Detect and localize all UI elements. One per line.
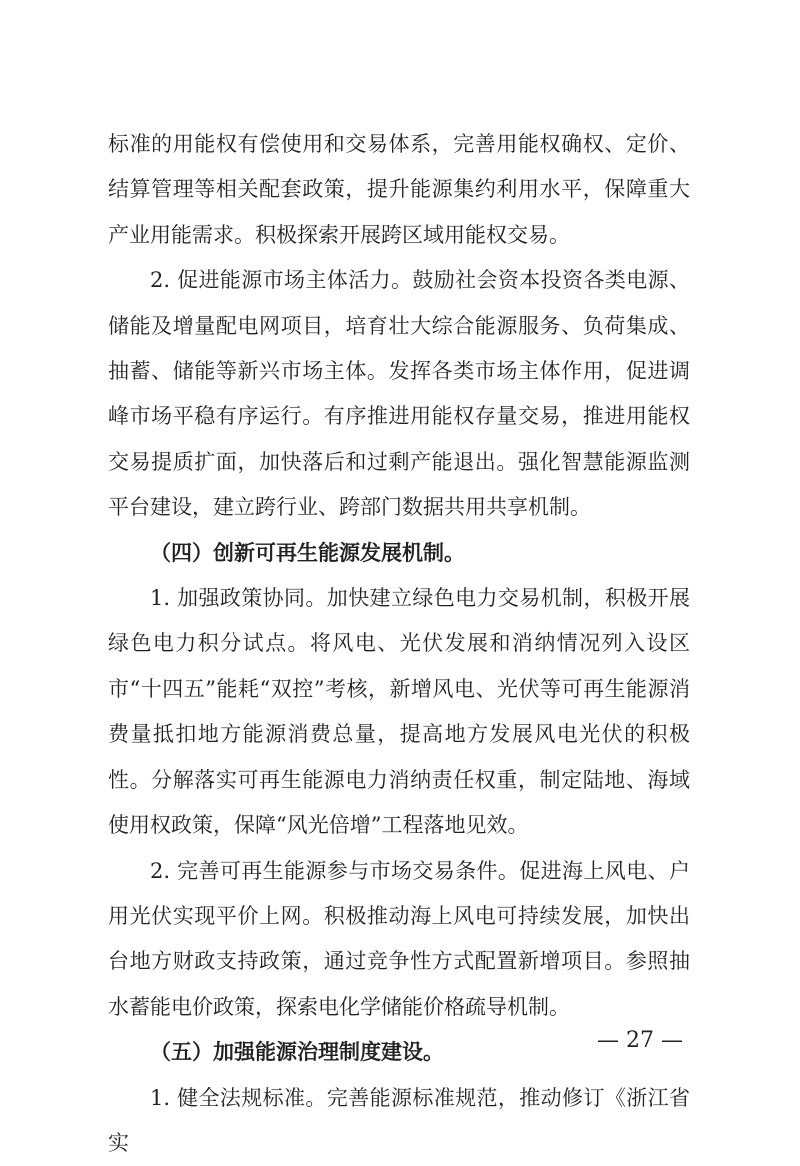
page-number: — 27 — — [597, 1028, 683, 1053]
section-heading-renewable-mechanism: （四）创新可再生能源发展机制。 — [150, 540, 465, 565]
document-body — [108, 122, 690, 1166]
paragraph-market-trading-conditions: 2. 完善可再生能源参与市场交易条件。促进海上风电、户用光伏实现平价上网。积极推动海上风电可持续发展，加快出台地方财政支持政策，通过竞争性方式配置新增项目。参照抽水蓄能电价政策，探索电化学储能价格疏导机制。 — [108, 858, 690, 1019]
paragraph-continuation: 标准的用能权有偿使用和交易体系，完善用能权确权、定价、结算管理等相关配套政策，提升能源集约利用水平，保障重大产业用能需求。积极探索开展跨区域用能权交易。 — [108, 132, 690, 247]
paragraph-policy-coordination: 1. 加强政策协同。加快建立绿色电力交易机制，积极开展绿色电力积分试点。将风电、光伏发展和消纳情况列入设区市“十四五”能耗“双控”考核，新增风电、光伏等可再生能源消费量抵扣地方能源消费总量，提高地方发展风电光伏的积极性。分解落实可再生能源电力消纳责任权重，制定陆地、海域使用权政策，保障“风光倍增”工程落地见效。 — [108, 586, 690, 838]
section-heading-governance: （五）加强能源治理制度建设。 — [150, 1040, 444, 1065]
paragraph-regulations-standards: 1. 健全法规标准。完善能源标准规范，推动修订《浙江省实 — [108, 1085, 690, 1155]
paragraph-market-vitality: 2. 促进能源市场主体活力。鼓励社会资本投资各类电源、储能及增量配电网项目，培育壮大综合能源服务、负荷集成、抽蓄、储能等新兴市场主体。发挥各类市场主体作用，促进调峰市场平稳有序运行。有序推进用能权存量交易，推进用能权交易提质扩面，加快落后和过剩产能退出。强化智慧能源监测平台建设，建立跨行业、跨部门数据共用共享机制。 — [108, 268, 690, 520]
